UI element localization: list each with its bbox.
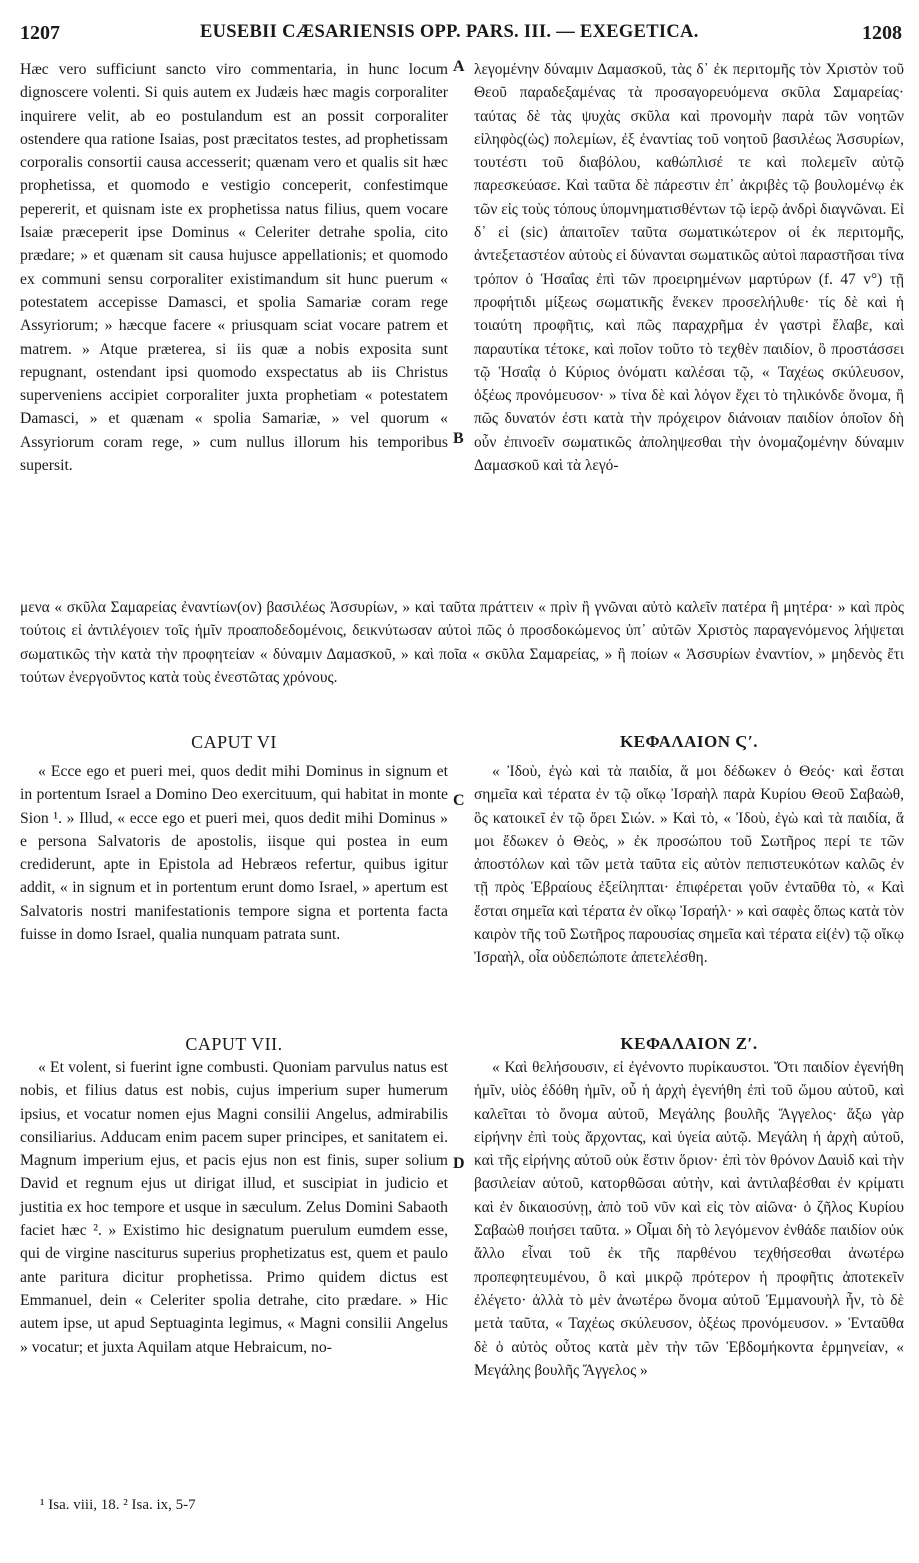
running-title: EUSEBII CÆSARIENSIS OPP. PARS. III. — EXEGETICA. xyxy=(200,22,699,42)
greek-chapter-7-heading: ΚΕΦΑΛΑΙΟΝ Ζʹ. xyxy=(620,1034,758,1053)
greek-chapter-7-text xyxy=(474,1056,904,1382)
footnotes: ¹ Isa. viii, 18. ² Isa. ix, 5-7 xyxy=(40,1497,196,1513)
margin-letter-c: C xyxy=(453,792,465,809)
margin-letter-d: D xyxy=(453,1155,465,1172)
latin-paragraph-intro: Hæc vero sufficiunt sancto viro commentaria, in hunc locum dignoscere volenti. Si quis autem ex Judæis hæc magis corporaliter inquirere velit, ab eo postulandum est an possit corporaliter ostendere qua ratione Isaias, post præcitatos testes, ad prophetissam corporalis consortii causa accesserit; quænam vero et qualis sit hæc prophetissa, et quomodo e vestigio conceperit, confestimque pepererit, et quisnam iste ex prophetissa natus filius, quem vocare Isaiæ præceperit ipse Dominus « Celeriter detrahe spolia, cito prædare; » et quænam sit causa hujusce appellationis; et quomodo ex communi sensu corporaliter existimandum sit hunc puerum « potestatem accepisse Damasci, et spolia Samariæ coram rege Assyriorum; » hæcque facere « priusquam sciat vocare patrem et matrem. » Atque præterea, si iis quæ a nobis exposita sunt repugnant, ostendant ipsi quomodo exspectatus ab iis Christus superveniens accipiet corporaliter juxta prophetiam « potestatem Damasci, » et quænam « spolia Samariæ, » vel quorum « Assyriorum coram rege, » cum nullus illorum his temporibus supersit. xyxy=(20,61,448,475)
margin-letter-a: A xyxy=(453,58,465,75)
running-header xyxy=(20,22,902,48)
page-number-left: 1207 xyxy=(20,22,60,44)
greek-column-top xyxy=(474,58,904,594)
page-number-right: 1208 xyxy=(862,22,902,44)
latin-chapter-6-paragraph: « Ecce ego et pueri mei, quos dedit mihi Dominus in signum et in portentum Israel a Domino Deo exercituum, qui habitat in monte Sion ¹. » Illud, « ecce ego et pueri mei, quos dedit mihi Dominus » e persona Salvatoris de apostolis, iisque qui postea in eum crediderunt, apte in Epistola ad Hebræos refertur, quibus igitur addit, « in signum et in portentum erunt domo Israel, » apertum est Salvatoris nostri manifestationis tempore signa et portenta facta fuisse in domo Israel, qualia nunquam patrata sunt. xyxy=(20,763,448,944)
latin-chapter-7-paragraph: « Et volent, si fuerint igne combusti. Quoniam parvulus natus est nobis, et filius datus est nobis, cujus imperium super humerum ipsius, et vocatur nomen ejus Magni consilii Angelus, admirabilis consiliarius. Adducam enim pacem super principes, et sanitatem ei. Magnum imperium ejus, et pacis ejus non est finis, super solium David et regnum ejus ut dirigat illud, et suscipiat in judicio et justitia ex hoc tempore et usque in sæculum. Zelus Domini Sabaoth faciet hæc ². » Existimo hic designatum puerulum eumdem esse, qui de virgine nasciturus superius prophetizatus est, quem et paulo ante paritura dicitur prophetissa. Primo quidem dictus est Emmanuel, dein « Celeriter spolia detrahe, cito prædare. » Hic autem ipse, ut apud Septuaginta legimus, « Magni consilii Angelus » vocatur; et juxta Aquilam atque Hebraicum, no- xyxy=(20,1059,448,1356)
latin-chapter-6-text xyxy=(20,760,448,946)
latin-chapter-7-text xyxy=(20,1056,448,1359)
greek-chapter-6-text xyxy=(474,760,904,970)
greek-paragraph-intro: λεγομένην δύναμιν Δαμασκοῦ, τὰς δ᾽ ἐκ περιτομῆς τὸν Χριστὸν τοῦ Θεοῦ παραδεξαμένας τὰ προσαγορευόμενα σκῦλα Σαμαρείας· ταύτας δὲ τὰς ψυχὰς σκῦλα καὶ προνομὴν παρὰ τῶν νοητῶν εἰληφὸς(ὡς) πολεμίων, ἐξ ἐναντίας τοῦ νοητοῦ βασιλέως Ἀσσυρίων, τουτέστι τοῦ διαβόλου, καθώπλισέ τε καὶ πολεμεῖν αὐτῷ παρεσκεύασε. Καὶ ταῦτα δὲ πάρεστιν ἐπ᾽ ἀκριβὲς τῷ βουλομένῳ ἐκ τῶν εἰς τοὺς τόπους ὑπομνηματισθέντων τῷ ἱερῷ ἀνδρὶ διαγνῶναι. Εἰ δ᾽ εἰ (sic) ἀπαιτοῖεν ταῦτα σωματικώτερον οἱ ἐκ περιτομῆς, ἀντεξεταστέον αὐτοὺς εἰ δύνανται σωματικῶς αὐτοὶ παραστῆσαι τίνα τρόπον ὁ Ἡσαΐας ἐπὶ τῶν προειρημένων μαρτύρων (f. 47 v°) τῇ προφήτιδι μίξεως σωματικῆς ἕνεκεν προσελήλυθε· τίς δὲ καὶ ἡ τοιαύτη προφῆτις, καὶ πῶς παραχρῆμα ἐν γαστρὶ ἔλαβε, καὶ παραυτίκα τέτοκε, καὶ ποῖον τοῦτο τὸ τεχθὲν παιδίον, ὃ προστάσσει τῷ Ἡσαΐᾳ ὁ Κύριος ὀνόματι καλέσαι τῷ, « Ταχέως σκύλευσον, ὀξέως προνόμευσον· » τίνα δὲ καὶ λόγον ἔχει τὸ τηλικόνδε ὄνομα, ἢ πῶς δυνατόν ἐστι κατὰ τὴν πρόχειρον διάνοιαν παιδίον ὁποῖον δὴ οὖν ἐπινοεῖν σωματικῶς ἀποληψεσθαι τὴν ὀνομαζομένην δύναμιν Δαμασκοῦ καὶ τὰ λεγό- xyxy=(474,61,904,475)
greek-chapter-6-paragraph: « Ἰδοὺ, ἐγὼ καὶ τὰ παιδία, ἅ μοι δέδωκεν ὁ Θεός· καὶ ἔσται σημεῖα καὶ τέρατα ἐν τῷ οἴκῳ Ἰσραὴλ παρὰ Κυρίου Θεοῦ Σαβαὼθ, ὃς κατοικεῖ ἐν τῷ ὄρει Σιών. » Καὶ τὸ, « Ἰδοὺ, ἐγὼ καὶ τὰ παιδία, ἅ μοι ἔδωκεν ὁ Θεὸς, » ἐκ προσώπου τοῦ Σωτῆρος περί τε τῶν ἀποστόλων καὶ τῶν μετὰ ταῦτα εἰς αὐτὸν πεπιστευκότων καλῶς ἐν τῇ πρὸς Ἑβραίους ἐξείληπται· ἐπιφέρεται γοῦν ἐνταῦθα τὸ, « Καὶ ἔσται σημεῖα καὶ τέρατα ἐν οἴκῳ Ἰσραήλ· » καὶ σαφὲς ὅπως κατὰ τὸν καιρὸν τῆς τοῦ Σωτῆρος παρουσίας σημεῖα καὶ τέρατα εἰ(ἐν) τῷ οἴκῳ Ἰσραὴλ, οἷα οὐδεπώποτε ἀπετελέσθη. xyxy=(474,763,904,967)
greek-continuation-full-width xyxy=(20,596,904,689)
margin-letter-b: B xyxy=(453,430,464,447)
latin-chapter-6-heading: CAPUT VI xyxy=(191,732,277,752)
latin-chapter-7-heading: CAPUT VII. xyxy=(185,1034,283,1054)
latin-column-top xyxy=(20,58,448,594)
greek-chapter-7-paragraph: « Καὶ θελήσουσιν, εἰ ἐγένοντο πυρίκαυστοι. Ὅτι παιδίον ἐγενήθη ἡμῖν, υἱὸς ἐδόθη ἡμῖν, οὗ ἡ ἀρχὴ ἐγενήθη ἐπὶ τοῦ ὤμου αὐτοῦ, καὶ καλεῖται τὸ ὄνομα αὐτοῦ, Μεγάλης βουλῆς Ἄγγελος· ἄξω γὰρ εἰρήνην ἐπὶ τοὺς ἄρχοντας, καὶ ὑγεία αὐτῷ. Μεγάλη ἡ ἀρχὴ αὐτοῦ, καὶ τῆς εἰρήνης αὐτοῦ οὐκ ἔστιν ὅριον· ἐπὶ τὸν θρόνον Δαυὶδ καὶ τὴν βασιλείαν αὐτοῦ, κατορθῶσαι αὐτὴν, καὶ ἀντιλαβέσθαι ἐν κρίματι καὶ ἐν δικαιοσύνῃ, ἀπὸ τοῦ νῦν καὶ εἰς τὸν αἰῶνα· ὁ ζῆλος Κυρίου Σαβαὼθ ποιήσει ταῦτα. » Οἶμαι δὴ τὸ λεγόμενον ἐνθάδε παιδίον οὐκ ἄλλο εἶναι τοῦ ἐκ τῆς παρθένου τεχθήσεσθαι ἀνωτέρω προπεφητευμένου, ὃ καὶ μικρῷ πρότερον ἡ προφῆτις ἀποτεκεῖν ἐλέγετο· ἀλλὰ τὸ μὲν ἀνωτέρω ὄνομα αὐτοῦ Ἐμμανουὴλ ἦν, τὸ δὲ μετὰ ταῦτα, « Ταχέως σκύλευσον, ὀξέως προνόμευσον. » Ἐνταῦθα δὲ ὁ αὐτὸς οὗτος κατὰ μὲν τὴν τῶν Ἑβδομήκοντα ἑρμηνείαν, « Μεγάλης βουλῆς Ἄγγελος » xyxy=(474,1059,904,1379)
greek-chapter-6-heading: ΚΕΦΑΛΑΙΟΝ Ϛʹ. xyxy=(619,732,759,751)
greek-continuation-paragraph: μενα « σκῦλα Σαμαρείας ἐναντίων(ον) βασιλέως Ἀσσυρίων, » καὶ ταῦτα πράττειν « πρὶν ἢ γνῶναι αὐτὸ καλεῖν πατέρα ἢ μητέρα· » καὶ πρὸς τούτοις εἰ ἀντιλέγοιεν τοῖς ἡμῖν προαποδεδομένοις, δεικνύτωσαν αὐτοὶ πῶς ὁ προσδοκώμενος ὑπ᾽ αὐτῶν Χριστὸς παραγενόμενος λήψεται σωματικῶς τὴν κατὰ τὴν προφητείαν « δύναμιν Δαμασκοῦ, » καὶ ποῖα « σκῦλα Σαμαρείας, » ἢ ποίων « Ἀσσυρίων ἐναντίον, » μηδενὸς ἔτι τούτων ἐνεργοῦντος κατὰ τοὺς ἐνεστῶτας χρόνους. xyxy=(20,599,904,686)
